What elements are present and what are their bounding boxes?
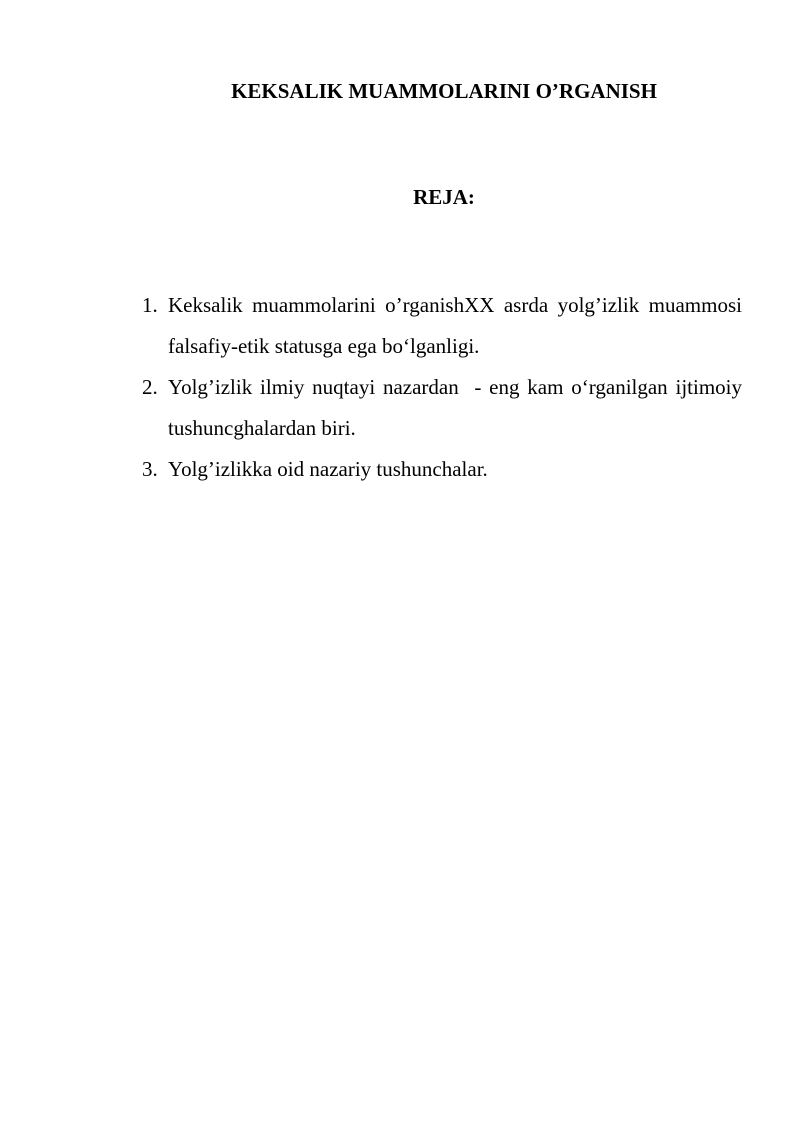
- plan-heading: REJA:: [413, 185, 475, 209]
- plan-item-3: [142, 449, 742, 490]
- plan-item-2: [142, 367, 748, 449]
- plan-item-text: Keksalik muammolarini o’rganishXX asrda yolg’izlik muammosi falsafiy-etik statusga ega bo‘lganligi.: [168, 293, 748, 358]
- plan-list: [142, 285, 748, 490]
- plan-item-text: Yolg’izlikka oid nazariy tushunchalar.: [168, 457, 488, 481]
- plan-item-text: Yolg’izlik ilmiy nuqtayi nazardan - eng kam o‘rganilgan ijtimoiy tushuncghalardan biri.: [168, 375, 748, 440]
- document-title: KEKSALIK MUAMMOLARINI O’RGANISH: [231, 79, 657, 103]
- plan-item-number: 3.: [142, 457, 158, 481]
- plan-item-number: 1.: [142, 293, 158, 317]
- plan-item-1: [142, 285, 748, 367]
- plan-item-number: 2.: [142, 375, 158, 399]
